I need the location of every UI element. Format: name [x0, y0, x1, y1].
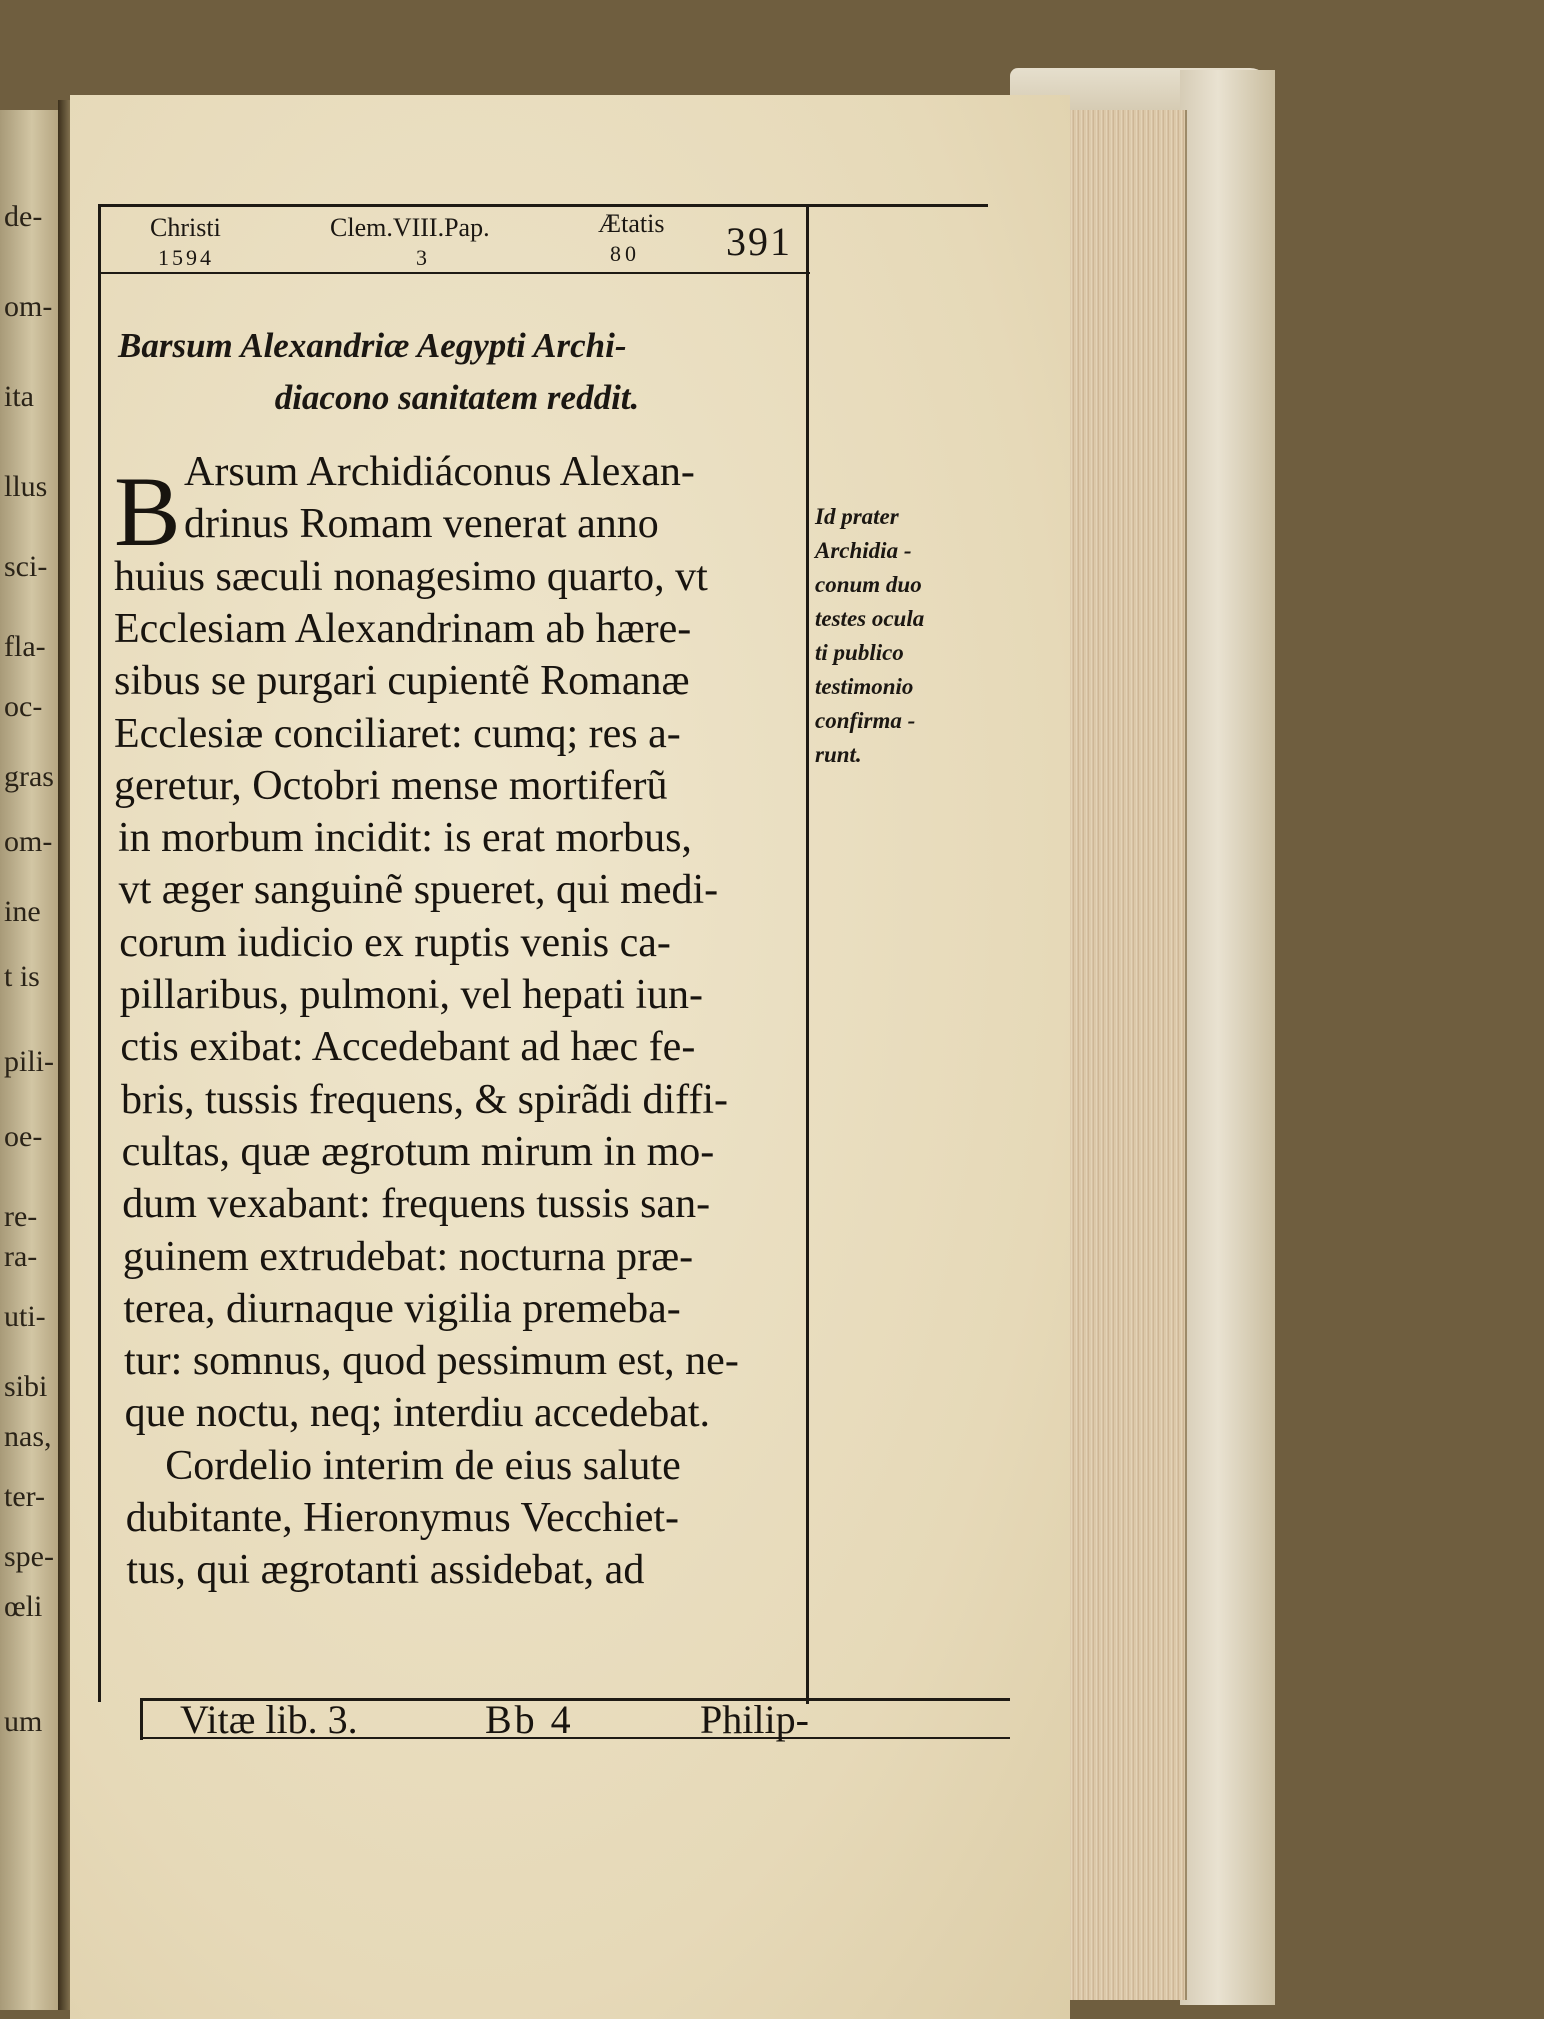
previous-page-edge: [0, 110, 61, 2010]
marginal-note-line: runt.: [815, 742, 862, 767]
marginal-note: [815, 500, 985, 772]
running-head-pope-year: 3: [416, 245, 427, 270]
marginal-note-line: ti publico: [815, 640, 904, 665]
marginal-note-line: conum duo: [815, 572, 922, 597]
body-line: drinus Romam venerat anno: [184, 501, 659, 548]
body-line: pillaribus, pulmoni, vel hepati iun-: [119, 972, 704, 1018]
page-number: 391: [726, 219, 792, 264]
chapter-title-line-2: diacono sanitatem reddit.: [274, 378, 640, 417]
body-line: terea, diurnaque vigilia premeba-: [123, 1285, 681, 1332]
drop-cap: B: [114, 456, 181, 567]
body-line: Arsum Archidiáconus Alexan-: [184, 449, 695, 495]
left-page-fragment: sibi: [4, 1370, 48, 1403]
body-line: dum vexabant: frequens tussis san-: [122, 1181, 711, 1228]
left-page-fragment: ita: [4, 380, 34, 413]
left-page-fragment: ine: [4, 895, 41, 928]
left-page-fragment: nas,: [4, 1420, 52, 1453]
chapter-title-line-1: Barsum Alexandriæ Aegypti Archi-: [118, 326, 627, 365]
left-page-fragment: pili-: [4, 1045, 54, 1078]
body-line: bris, tussis frequens, & spirãdi diffi-: [121, 1076, 728, 1123]
footer-signature: Bb 4: [485, 1697, 574, 1742]
page-block-edges: [1070, 110, 1187, 2000]
vellum-cover-edge: [1180, 70, 1275, 2005]
left-page-fragment: om-: [4, 290, 53, 323]
body-line: in morbum incidit: is erat morbus,: [118, 815, 692, 862]
marginal-note-line: Archidia -: [815, 538, 912, 563]
running-head-age: 80: [610, 241, 640, 266]
left-page-fragment: fla-: [4, 630, 46, 663]
body-line: Cordelio interim de eius salute: [165, 1442, 681, 1489]
right-rule: [806, 204, 809, 1704]
body-line: tus, qui ægrotanti assidebat, ad: [126, 1547, 645, 1594]
left-page-fragment: uti-: [4, 1300, 46, 1333]
body-line: tur: somnus, quod pessimum est, ne-: [124, 1338, 739, 1385]
marginal-note-line: confirma -: [815, 708, 916, 733]
left-page-fragment: spe-: [4, 1540, 54, 1573]
running-head-pope: Clem.VIII.Pap.: [330, 213, 490, 242]
body-line: sibus se purgari cupientẽ Romanæ: [114, 658, 690, 705]
body-line: corum iudicio ex ruptis venis ca-: [119, 919, 671, 966]
body-line: vt æger sanguinẽ spueret, qui medi-: [118, 867, 719, 914]
marginal-note-line: testes ocula: [815, 606, 925, 631]
body-line: Ecclesiæ conciliaret: cumq; res a-: [114, 710, 681, 757]
footer-source: Vitæ lib. 3.: [180, 1697, 358, 1742]
body-line: ctis exibat: Accedebant ad hæc fe-: [120, 1024, 696, 1071]
left-page-fragment: ra-: [4, 1240, 38, 1273]
body-line: que noctu, neq; interdiu accedebat.: [124, 1390, 711, 1437]
foot-left-rule: [140, 1698, 143, 1740]
running-head-year: 1594: [158, 245, 214, 270]
body-line: cultas, quæ ægrotum mirum in mo-: [121, 1128, 715, 1175]
chapter-title: [112, 320, 802, 424]
left-page-fragment: œli: [4, 1590, 43, 1623]
left-page-fragment: oe-: [4, 1120, 43, 1153]
marginal-note-line: testimonio: [815, 674, 914, 699]
body-line: geretur, Octobri mense mortiferũ: [114, 762, 668, 809]
footer-catchword: Philip-: [700, 1697, 809, 1742]
body-line: guinem extrudebat: nocturna præ-: [122, 1233, 694, 1280]
left-page-fragment: sci-: [4, 550, 48, 583]
left-page-fragment: re-: [4, 1200, 38, 1233]
body-line: dubitante, Hieronymus Vecchiet-: [125, 1495, 680, 1541]
left-page-fragment: t is: [4, 960, 40, 993]
running-head-christi: Christi: [150, 213, 221, 242]
body-line: Ecclesiam Alexandrinam ab hære-: [114, 605, 692, 652]
left-page-fragment: ter-: [4, 1480, 46, 1513]
left-page-fragment: de-: [4, 200, 43, 233]
running-head-aetatis: Ætatis: [598, 209, 665, 238]
left-page-fragment: um: [4, 1705, 43, 1738]
body-line: huius sæculi nonagesimo quarto, vt: [114, 553, 708, 600]
left-page-fragment: om-: [4, 825, 53, 858]
left-page-fragment: llus: [4, 470, 48, 503]
left-page-fragment: oc-: [4, 690, 43, 723]
marginal-note-line: Id prater: [815, 504, 899, 529]
left-page-fragment: gras: [4, 760, 54, 793]
